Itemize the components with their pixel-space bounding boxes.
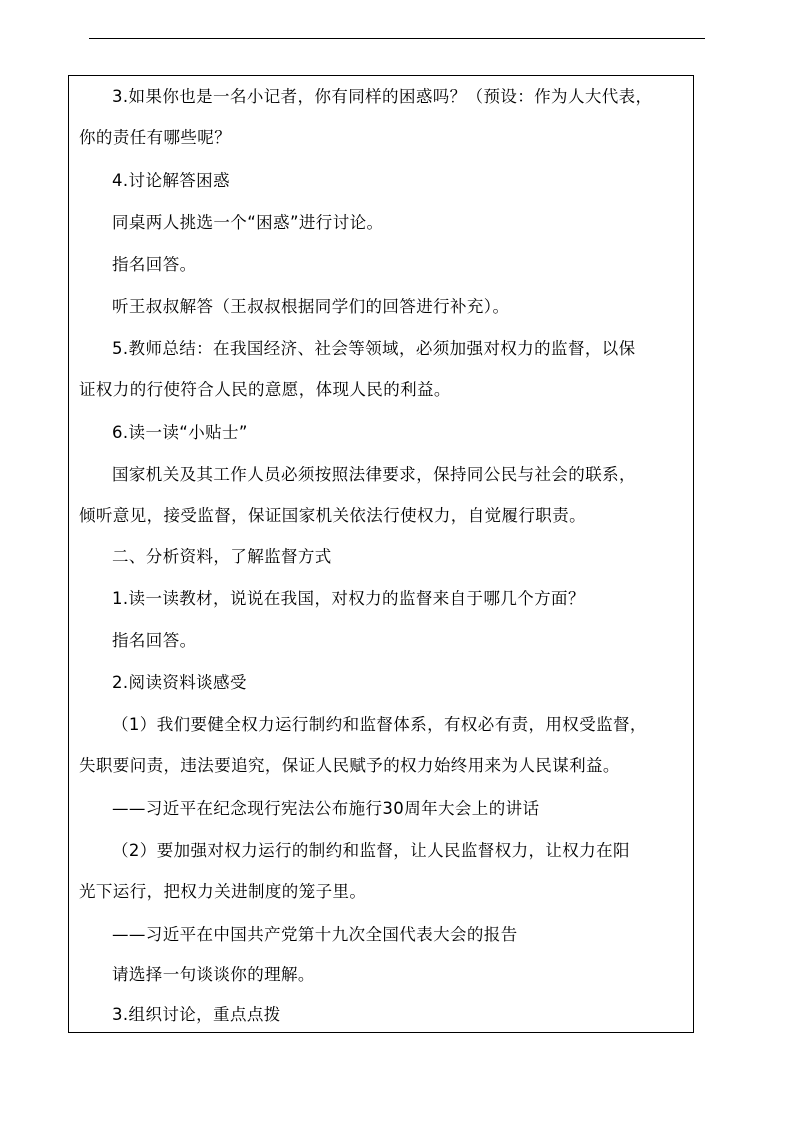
header-rule <box>89 38 705 39</box>
paragraph-line: 同桌两人挑选一个“困惑”进行讨论。 <box>112 213 384 232</box>
paragraph-line: 指名回答。 <box>112 631 197 650</box>
paragraph-line: （2）要加强对权力运行的制约和监督，让人民监督权力，让权力在阳 <box>112 841 630 860</box>
lesson-content-box <box>68 75 694 1033</box>
paragraph-quote-1-source <box>79 788 687 829</box>
paragraph-quote-2-source <box>79 914 687 955</box>
paragraph-tips <box>79 454 687 536</box>
paragraph-heading-6 <box>79 412 687 453</box>
paragraph-question-3 <box>79 76 687 158</box>
paragraph-quote-1 <box>79 704 687 786</box>
paragraph-line: 1.读一读教材，说说在我国，对权力的监督来自于哪几个方面？ <box>112 589 585 608</box>
paragraph-answer-2 <box>79 620 687 661</box>
paragraph-line: 失职要问责，违法要追究，保证人民赋予的权力始终用来为人民谋利益。 <box>79 756 620 775</box>
paragraph-line: 国家机关及其工作人员必须按照法律要求，保持同公民与社会的联系， <box>112 465 636 484</box>
paragraph-line: 3.如果你也是一名小记者，你有同样的困惑吗？（预设：作为人大代表， <box>112 87 653 106</box>
paragraph-line: 二、分析资料，了解监督方式 <box>112 547 332 566</box>
paragraph-heading-read-material <box>79 662 687 703</box>
paragraph-line: 3.组织讨论，重点点拨 <box>112 1005 281 1024</box>
paragraph-line: 证权力的行使符合人民的意愿，体现人民的利益。 <box>79 380 451 399</box>
paragraph-read-textbook <box>79 578 687 619</box>
paragraph-line: 听王叔叔解答（王叔叔根据同学们的回答进行补充）。 <box>112 297 510 316</box>
paragraph-line: 4.讨论解答困惑 <box>112 171 230 190</box>
paragraph-quote-2 <box>79 830 687 912</box>
paragraph-line: （1）我们要健全权力运行制约和监督体系，有权必有责，用权受监督， <box>112 715 647 734</box>
paragraph-line: ——习近平在纪念现行宪法公布施行30周年大会上的讲话 <box>112 799 540 818</box>
paragraph-uncle-wang <box>79 286 687 327</box>
section-heading-2 <box>79 536 687 577</box>
paragraph-line: 2.阅读资料谈感受 <box>112 673 247 692</box>
paragraph-answer-1 <box>79 244 687 285</box>
paragraph-line: 5.教师总结：在我国经济、社会等领域，必须加强对权力的监督，以保 <box>112 339 636 358</box>
paragraph-line: ——习近平在中国共产党第十九次全国代表大会的报告 <box>112 925 518 944</box>
paragraph-desk-discussion <box>79 202 687 243</box>
paragraph-line: 请选择一句谈谈你的理解。 <box>112 965 315 984</box>
paragraph-line: 指名回答。 <box>112 255 197 274</box>
paragraph-line: 6.读一读“小贴士” <box>112 423 248 442</box>
paragraph-teacher-summary <box>79 328 687 410</box>
paragraph-heading-4 <box>79 160 687 201</box>
paragraph-choose-sentence <box>79 954 687 995</box>
paragraph-heading-3-discussion <box>79 994 687 1035</box>
paragraph-line: 光下运行，把权力关进制度的笼子里。 <box>79 882 367 901</box>
paragraph-line: 倾听意见，接受监督，保证国家机关依法行使权力，自觉履行职责。 <box>79 506 586 525</box>
paragraph-line: 你的责任有哪些呢？ <box>79 128 232 147</box>
